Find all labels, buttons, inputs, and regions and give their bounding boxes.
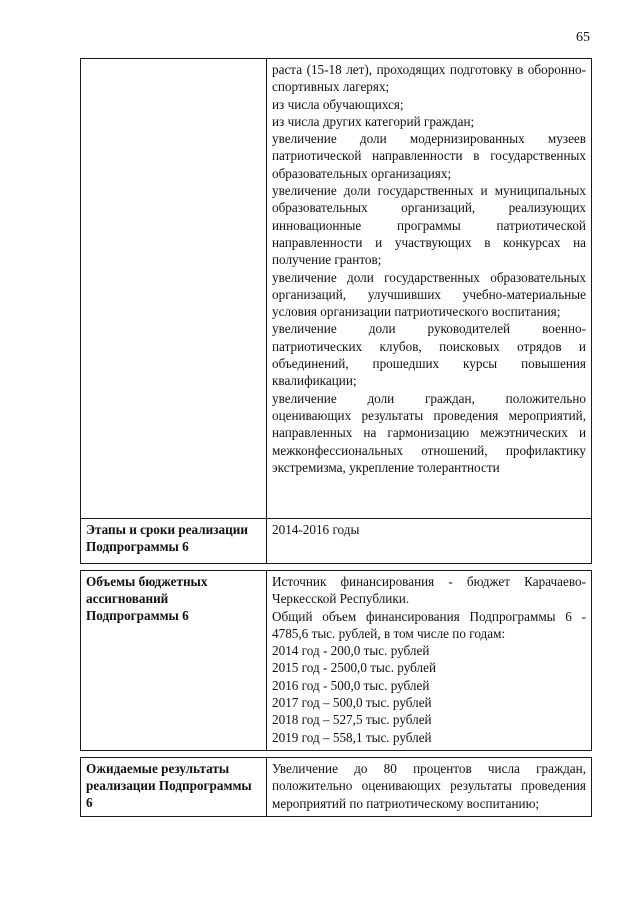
funding-year-line: 2017 год – 500,0 тыс. рублей [272,695,432,711]
row-label-results: Ожидаемые результаты реализации Подпрограммы 6 [81,757,267,816]
row-value-indicators [267,59,592,519]
row-spacer [81,750,592,757]
passport-table [80,58,592,817]
row-spacer [81,564,592,571]
funding-year-line: 2014 год - 200,0 тыс. рублей [272,643,430,659]
table-row-funding [81,571,592,751]
indicator-line: увеличение доли государственных и муниципальных образовательных организаций, реализующих инновационные программы патриотической направленности и участвующих в конкурсах на получение грантов; [272,183,586,268]
indicator-line: увеличение доли государственных образовательных организаций, улучшивших учебно-материальные условия организации патриотического воспитания; [272,269,586,320]
row-value-stages [267,519,592,564]
funding-year-line: 2016 год - 500,0 тыс. рублей [272,677,430,693]
indicator-line: раста (15-18 лет), проходящих подготовку в оборонно-спортивных лагерях; [272,62,586,95]
results-line: Увеличение до 80 процентов числа граждан, положительно оценивающих результаты проведения мероприятий по патриотическому воспитанию; [272,760,586,811]
indicator-line: из числа обучающихся; [272,96,404,112]
funding-line: Источник финансирования - бюджет Карачаево-Черкесской Республики. [272,574,586,607]
stages-line: 2014-2016 годы [272,522,360,537]
row-value-results [267,757,592,816]
indicator-line: увеличение доли руководителей военно-патриотических клубов, поисковых отрядов и объединений, прошедших курсы повышения квалификации; [272,321,586,389]
table-row-continuation [81,59,592,519]
table-row-results [81,757,592,816]
row-label-funding: Объемы бюджетных ассигнований Подпрограммы 6 [81,571,267,751]
row-label-stages: Этапы и сроки реализации Подпрограммы 6 [81,519,267,564]
page-number: 65 [576,30,590,45]
indicator-line: увеличение доли модернизированных музеев патриотической направленности в государственных образовательных организациях; [272,131,586,181]
funding-year-line: 2015 год - 2500,0 тыс. рублей [272,660,437,676]
funding-line: Общий объем финансирования Подпрограммы 6 - 4785,6 тыс. рублей, в том числе по годам: [272,608,586,641]
funding-year-line: 2019 год – 558,1 тыс. рублей [272,729,432,745]
indicator-line: из числа других категорий граждан; [272,113,475,129]
table-row-stages [81,519,592,564]
indicator-line: увеличение доли граждан, положительно оценивающих результаты проведения мероприятий, направленных на гармонизацию межэтнических и межконфессиональных отношений, профилактику экстремизма, укрепление толерантности [272,390,586,475]
row-label-empty [81,59,267,519]
row-value-funding [267,571,592,751]
funding-year-line: 2018 год – 527,5 тыс. рублей [272,712,432,728]
